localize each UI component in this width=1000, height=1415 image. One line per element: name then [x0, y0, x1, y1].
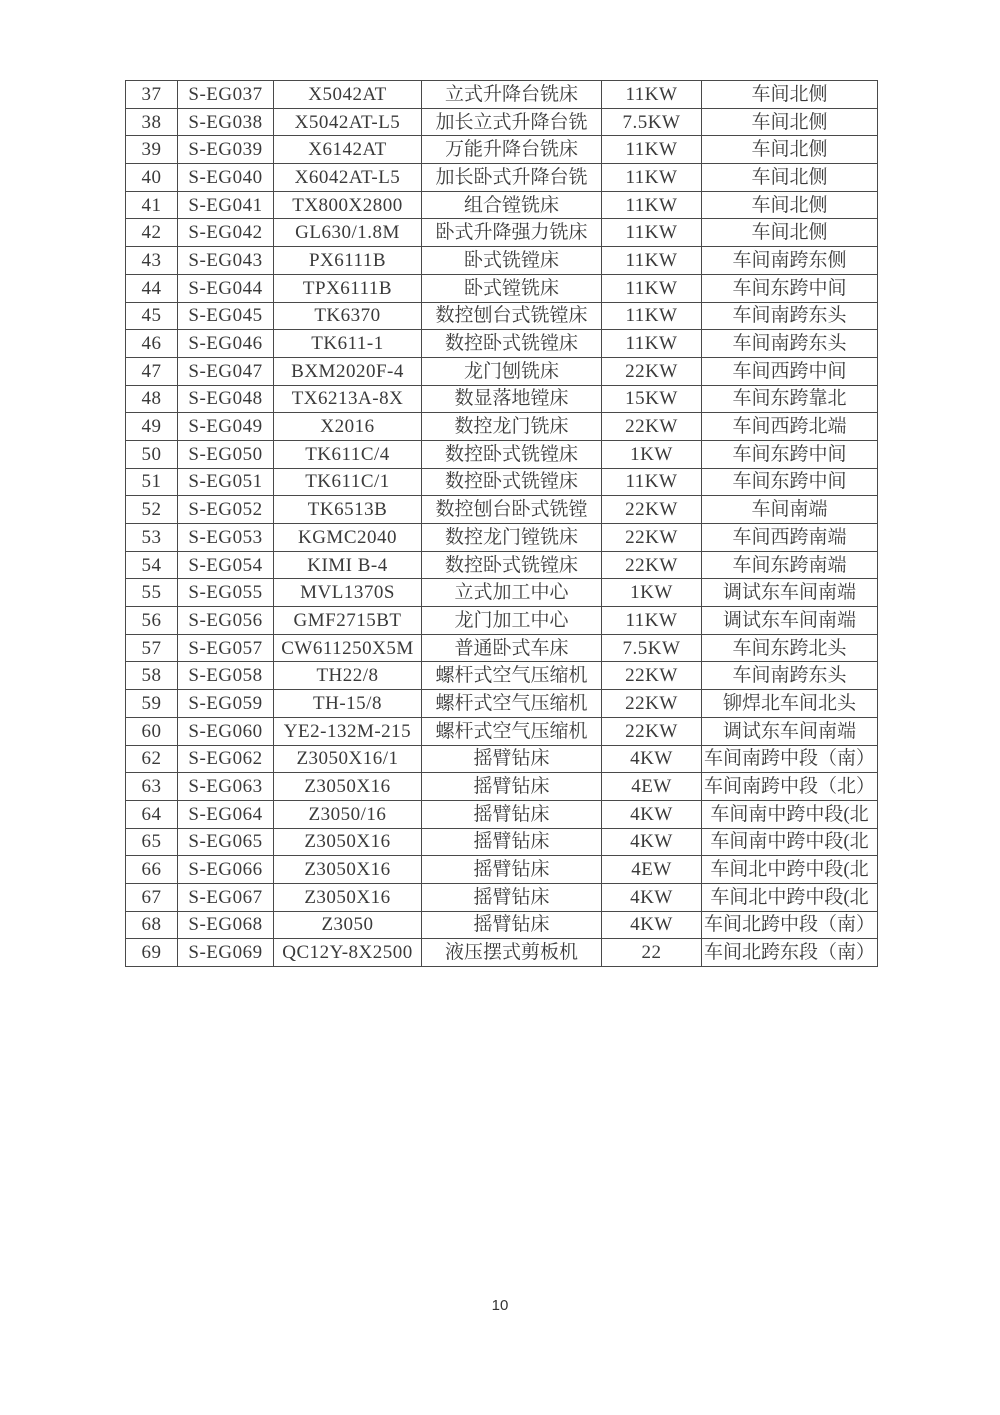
table-row	[126, 191, 878, 219]
cell-model: X6042AT-L5	[274, 164, 422, 192]
cell-location: 车间北跨东段（南）	[702, 939, 878, 967]
cell-model: KIMI B-4	[274, 551, 422, 579]
cell-name: 摇臂钻床	[422, 745, 602, 773]
cell-equipment-id: S-EG043	[178, 247, 274, 275]
cell-power: 1KW	[602, 440, 702, 468]
cell-name: 立式升降台铣床	[422, 81, 602, 109]
cell-location: 车间南端	[702, 496, 878, 524]
cell-location: 车间西跨南端	[702, 524, 878, 552]
cell-model: TK6370	[274, 302, 422, 330]
cell-equipment-id: S-EG047	[178, 357, 274, 385]
cell-name: 螺杆式空气压缩机	[422, 717, 602, 745]
cell-model: TX6213A-8X	[274, 385, 422, 413]
cell-name: 加长卧式升降台铣	[422, 164, 602, 192]
cell-equipment-id: S-EG050	[178, 440, 274, 468]
cell-power: 22KW	[602, 496, 702, 524]
cell-name: 卧式升降强力铣床	[422, 219, 602, 247]
cell-location: 车间南跨东头	[702, 302, 878, 330]
table-row	[126, 330, 878, 358]
cell-power: 11KW	[602, 468, 702, 496]
cell-power: 4EW	[602, 773, 702, 801]
cell-name: 数控龙门铣床	[422, 413, 602, 441]
cell-power: 1KW	[602, 579, 702, 607]
cell-location: 车间东跨中间	[702, 274, 878, 302]
table-row	[126, 108, 878, 136]
cell-name: 组合镗铣床	[422, 191, 602, 219]
cell-power: 22KW	[602, 357, 702, 385]
cell-equipment-id: S-EG048	[178, 385, 274, 413]
cell-index: 45	[126, 302, 178, 330]
cell-equipment-id: S-EG064	[178, 800, 274, 828]
cell-power: 11KW	[602, 247, 702, 275]
cell-location: 车间东跨中间	[702, 440, 878, 468]
cell-power: 4KW	[602, 745, 702, 773]
cell-location: 车间北侧	[702, 108, 878, 136]
cell-location: 车间北侧	[702, 219, 878, 247]
cell-location: 车间北侧	[702, 136, 878, 164]
cell-name: 立式加工中心	[422, 579, 602, 607]
cell-index: 58	[126, 662, 178, 690]
cell-power: 4KW	[602, 883, 702, 911]
cell-model: PX6111B	[274, 247, 422, 275]
cell-equipment-id: S-EG046	[178, 330, 274, 358]
cell-power: 15KW	[602, 385, 702, 413]
cell-name: 数控卧式铣镗床	[422, 468, 602, 496]
cell-equipment-id: S-EG063	[178, 773, 274, 801]
cell-index: 56	[126, 607, 178, 635]
cell-equipment-id: S-EG058	[178, 662, 274, 690]
page-number: 10	[491, 1297, 509, 1314]
cell-equipment-id: S-EG055	[178, 579, 274, 607]
cell-equipment-id: S-EG067	[178, 883, 274, 911]
cell-index: 38	[126, 108, 178, 136]
cell-location: 车间西跨北端	[702, 413, 878, 441]
cell-equipment-id: S-EG062	[178, 745, 274, 773]
cell-model: Z3050X16	[274, 856, 422, 884]
cell-power: 11KW	[602, 191, 702, 219]
cell-power: 22KW	[602, 551, 702, 579]
cell-model: TK611C/1	[274, 468, 422, 496]
cell-location: 车间南中跨中段(北	[702, 828, 878, 856]
cell-equipment-id: S-EG057	[178, 634, 274, 662]
cell-name: 数控卧式铣镗床	[422, 440, 602, 468]
cell-name: 数控刨台式铣镗床	[422, 302, 602, 330]
cell-model: TH22/8	[274, 662, 422, 690]
cell-power: 4KW	[602, 911, 702, 939]
cell-location: 调试东车间南端	[702, 717, 878, 745]
cell-equipment-id: S-EG059	[178, 690, 274, 718]
cell-name: 数控龙门镗铣床	[422, 524, 602, 552]
cell-power: 7.5KW	[602, 108, 702, 136]
cell-equipment-id: S-EG042	[178, 219, 274, 247]
cell-name: 数显落地镗床	[422, 385, 602, 413]
cell-model: Z3050X16/1	[274, 745, 422, 773]
cell-power: 22KW	[602, 717, 702, 745]
cell-index: 53	[126, 524, 178, 552]
cell-name: 万能升降台铣床	[422, 136, 602, 164]
cell-power: 11KW	[602, 330, 702, 358]
cell-name: 液压摆式剪板机	[422, 939, 602, 967]
cell-power: 22KW	[602, 413, 702, 441]
cell-model: TK611C/4	[274, 440, 422, 468]
cell-model: Z3050	[274, 911, 422, 939]
cell-location: 铆焊北车间北头	[702, 690, 878, 718]
cell-index: 69	[126, 939, 178, 967]
cell-index: 65	[126, 828, 178, 856]
cell-equipment-id: S-EG044	[178, 274, 274, 302]
cell-equipment-id: S-EG052	[178, 496, 274, 524]
cell-name: 摇臂钻床	[422, 911, 602, 939]
cell-power: 22KW	[602, 690, 702, 718]
cell-index: 62	[126, 745, 178, 773]
cell-index: 46	[126, 330, 178, 358]
cell-location: 调试东车间南端	[702, 579, 878, 607]
cell-index: 59	[126, 690, 178, 718]
cell-location: 车间南跨东侧	[702, 247, 878, 275]
cell-equipment-id: S-EG040	[178, 164, 274, 192]
cell-index: 52	[126, 496, 178, 524]
cell-model: YE2-132M-215	[274, 717, 422, 745]
table-row	[126, 773, 878, 801]
cell-model: X6142AT	[274, 136, 422, 164]
cell-equipment-id: S-EG069	[178, 939, 274, 967]
cell-power: 11KW	[602, 302, 702, 330]
cell-index: 66	[126, 856, 178, 884]
cell-power: 22	[602, 939, 702, 967]
cell-equipment-id: S-EG041	[178, 191, 274, 219]
cell-location: 车间北中跨中段(北	[702, 883, 878, 911]
cell-name: 螺杆式空气压缩机	[422, 690, 602, 718]
table-row	[126, 911, 878, 939]
cell-model: TPX6111B	[274, 274, 422, 302]
table-row	[126, 247, 878, 275]
cell-power: 11KW	[602, 81, 702, 109]
cell-model: X5042AT-L5	[274, 108, 422, 136]
table-row	[126, 468, 878, 496]
cell-location: 车间北中跨中段(北	[702, 856, 878, 884]
cell-index: 60	[126, 717, 178, 745]
cell-equipment-id: S-EG053	[178, 524, 274, 552]
cell-model: MVL1370S	[274, 579, 422, 607]
cell-name: 卧式铣镗床	[422, 247, 602, 275]
cell-model: TX800X2800	[274, 191, 422, 219]
cell-index: 57	[126, 634, 178, 662]
cell-model: BXM2020F-4	[274, 357, 422, 385]
cell-model: Z3050X16	[274, 773, 422, 801]
table-row	[126, 302, 878, 330]
cell-equipment-id: S-EG051	[178, 468, 274, 496]
cell-index: 64	[126, 800, 178, 828]
cell-name: 普通卧式车床	[422, 634, 602, 662]
table-row	[126, 357, 878, 385]
cell-power: 11KW	[602, 164, 702, 192]
cell-index: 41	[126, 191, 178, 219]
table-row	[126, 662, 878, 690]
cell-name: 摇臂钻床	[422, 800, 602, 828]
cell-index: 49	[126, 413, 178, 441]
cell-index: 40	[126, 164, 178, 192]
cell-location: 车间北侧	[702, 81, 878, 109]
cell-power: 11KW	[602, 219, 702, 247]
cell-power: 7.5KW	[602, 634, 702, 662]
table-row	[126, 856, 878, 884]
cell-location: 车间南跨中段（南）	[702, 745, 878, 773]
cell-location: 车间南跨东头	[702, 330, 878, 358]
table-row	[126, 800, 878, 828]
cell-model: QC12Y-8X2500	[274, 939, 422, 967]
cell-model: TH-15/8	[274, 690, 422, 718]
cell-model: Z3050/16	[274, 800, 422, 828]
cell-power: 4KW	[602, 828, 702, 856]
cell-model: KGMC2040	[274, 524, 422, 552]
cell-index: 44	[126, 274, 178, 302]
cell-index: 37	[126, 81, 178, 109]
cell-power: 4EW	[602, 856, 702, 884]
cell-name: 数控卧式铣镗床	[422, 551, 602, 579]
cell-equipment-id: S-EG039	[178, 136, 274, 164]
cell-name: 数控卧式铣镗床	[422, 330, 602, 358]
cell-index: 51	[126, 468, 178, 496]
cell-model: GMF2715BT	[274, 607, 422, 635]
cell-location: 车间北侧	[702, 164, 878, 192]
table-row	[126, 413, 878, 441]
cell-location: 调试东车间南端	[702, 607, 878, 635]
cell-name: 加长立式升降台铣	[422, 108, 602, 136]
table-row	[126, 136, 878, 164]
table-row	[126, 274, 878, 302]
cell-name: 龙门刨铣床	[422, 357, 602, 385]
table-row	[126, 524, 878, 552]
cell-index: 67	[126, 883, 178, 911]
cell-name: 摇臂钻床	[422, 828, 602, 856]
cell-equipment-id: S-EG056	[178, 607, 274, 635]
cell-model: X2016	[274, 413, 422, 441]
cell-location: 车间北侧	[702, 191, 878, 219]
table-row	[126, 551, 878, 579]
table-row	[126, 81, 878, 109]
cell-power: 22KW	[602, 524, 702, 552]
cell-index: 50	[126, 440, 178, 468]
cell-location: 车间东跨北头	[702, 634, 878, 662]
cell-equipment-id: S-EG049	[178, 413, 274, 441]
table-row	[126, 828, 878, 856]
cell-index: 68	[126, 911, 178, 939]
cell-equipment-id: S-EG066	[178, 856, 274, 884]
cell-equipment-id: S-EG038	[178, 108, 274, 136]
cell-name: 摇臂钻床	[422, 773, 602, 801]
cell-location: 车间东跨中间	[702, 468, 878, 496]
cell-model: X5042AT	[274, 81, 422, 109]
cell-model: GL630/1.8M	[274, 219, 422, 247]
table-row	[126, 164, 878, 192]
cell-model: Z3050X16	[274, 883, 422, 911]
table-row	[126, 579, 878, 607]
cell-equipment-id: S-EG068	[178, 911, 274, 939]
table-row	[126, 717, 878, 745]
cell-model: TK611-1	[274, 330, 422, 358]
table-row	[126, 939, 878, 967]
cell-location: 车间南中跨中段(北	[702, 800, 878, 828]
table-row	[126, 607, 878, 635]
cell-model: CW611250X5M	[274, 634, 422, 662]
table-row	[126, 690, 878, 718]
cell-location: 车间西跨中间	[702, 357, 878, 385]
cell-equipment-id: S-EG060	[178, 717, 274, 745]
cell-power: 22KW	[602, 662, 702, 690]
cell-power: 11KW	[602, 274, 702, 302]
cell-name: 螺杆式空气压缩机	[422, 662, 602, 690]
cell-index: 42	[126, 219, 178, 247]
cell-index: 47	[126, 357, 178, 385]
cell-location: 车间南跨东头	[702, 662, 878, 690]
cell-power: 11KW	[602, 607, 702, 635]
table-row	[126, 219, 878, 247]
equipment-table-body	[126, 81, 878, 967]
cell-index: 63	[126, 773, 178, 801]
table-row	[126, 883, 878, 911]
cell-name: 摇臂钻床	[422, 856, 602, 884]
cell-location: 车间北跨中段（南）	[702, 911, 878, 939]
cell-name: 数控刨台卧式铣镗	[422, 496, 602, 524]
cell-index: 54	[126, 551, 178, 579]
table-row	[126, 496, 878, 524]
cell-power: 4KW	[602, 800, 702, 828]
cell-location: 车间南跨中段（北）	[702, 773, 878, 801]
cell-name: 摇臂钻床	[422, 883, 602, 911]
cell-name: 龙门加工中心	[422, 607, 602, 635]
table-row	[126, 634, 878, 662]
cell-equipment-id: S-EG065	[178, 828, 274, 856]
cell-equipment-id: S-EG054	[178, 551, 274, 579]
cell-index: 39	[126, 136, 178, 164]
cell-location: 车间东跨南端	[702, 551, 878, 579]
table-row	[126, 440, 878, 468]
cell-location: 车间东跨靠北	[702, 385, 878, 413]
cell-power: 11KW	[602, 136, 702, 164]
table-row	[126, 385, 878, 413]
cell-index: 55	[126, 579, 178, 607]
cell-model: Z3050X16	[274, 828, 422, 856]
cell-index: 48	[126, 385, 178, 413]
cell-equipment-id: S-EG045	[178, 302, 274, 330]
table-row	[126, 745, 878, 773]
cell-index: 43	[126, 247, 178, 275]
cell-name: 卧式镗铣床	[422, 274, 602, 302]
equipment-table	[125, 80, 878, 967]
cell-model: TK6513B	[274, 496, 422, 524]
cell-equipment-id: S-EG037	[178, 81, 274, 109]
